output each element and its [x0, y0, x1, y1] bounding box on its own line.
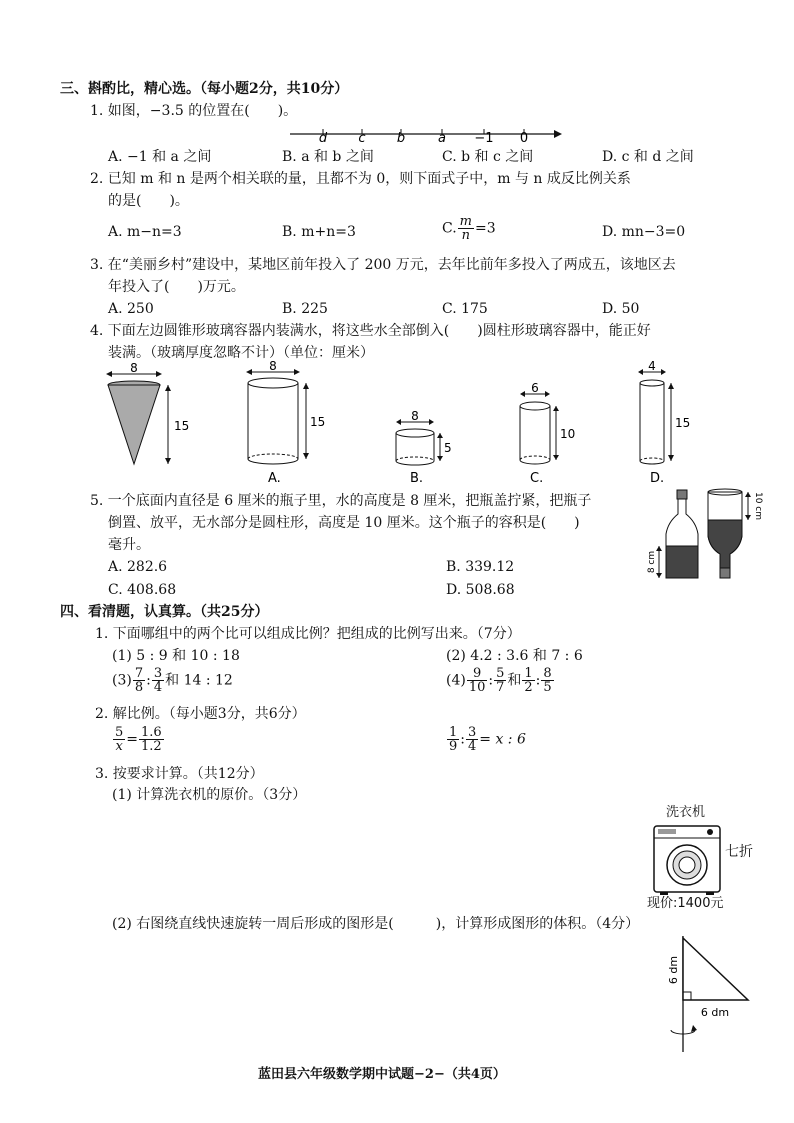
q2-option-b: B. m+n=3	[282, 224, 356, 240]
cylinder-c-diagram	[518, 381, 590, 486]
cylinder-c-diameter-label: 6	[531, 381, 539, 395]
cylinder-b-diameter-label: 8	[411, 409, 419, 423]
q2-stem-line2: 的是( )。	[108, 193, 189, 209]
page-footer: 蓝田县六年级数学期中试题−2−（共4页）	[258, 1067, 506, 1082]
q3-option-c: C. 175	[442, 301, 488, 317]
cylinder-b-diagram	[394, 409, 466, 486]
numberline-label-minus1: −1	[474, 131, 494, 146]
cone-diagram	[104, 361, 190, 470]
s4-q2-eq2: $\frac{1}{9}$ : $\frac{3}{4}$ = x : 6	[449, 725, 526, 754]
q5-stem-line2: 倒置、放平，无水部分是圆柱形，高度是 10 厘米。这个瓶子的容积是( )	[108, 515, 580, 531]
s4-q3-sub2: (2) 右图绕直线快速旋转一周后形成的图形是( )，计算形成图形的体积。（4分）	[112, 916, 640, 932]
triangle-vertical-label: 6 dm	[667, 955, 680, 985]
triangle-rotation-diagram	[655, 934, 765, 1064]
q2-stem-line1: 2. 已知 m 和 n 是两个相关联的量，且都不为 0，则下面式子中，m 与 n 成反比例关系	[90, 171, 631, 187]
q5-option-d: D. 508.68	[446, 582, 515, 598]
numberline-label-0: 0	[519, 131, 529, 146]
q1-stem: 1. 如图，−3.5 的位置在( )。	[90, 103, 298, 119]
washer-discount: 七折	[725, 844, 753, 860]
cylinder-d-diameter-label: 4	[648, 359, 656, 373]
washer-title: 洗衣机	[666, 805, 706, 820]
q3-stem-line1: 3. 在“美丽乡村”建设中，某地区前年投入了 200 万元，去年比前年多投入了两成五，该地区去	[90, 257, 676, 273]
bottle-diagram	[647, 488, 763, 584]
q2-option-d: D. mn−3=0	[602, 224, 686, 240]
q3-option-b: B. 225	[282, 301, 328, 317]
section3-title: 三、斟酌比，精心选。（每小题2分，共10分）	[60, 81, 349, 97]
cylinder-a-label: A.	[268, 471, 281, 486]
q5-option-a: A. 282.6	[108, 559, 168, 575]
numberline-label-c: c	[358, 131, 366, 146]
section4-title: 四、看清题，认真算。（共25分）	[60, 604, 269, 620]
s4-q2-stem: 2. 解比例。（每小题3分，共6分）	[95, 706, 306, 722]
s4-q2-eq1: $\frac{5}{x}$ = $\frac{1.6}{1.2}$	[115, 725, 162, 754]
triangle-horizontal-label: 6 dm	[700, 1006, 730, 1019]
cylinder-d-diagram	[634, 359, 704, 486]
cylinder-d-height-label: 15	[675, 416, 691, 430]
q3-option-a: A. 250	[108, 301, 154, 317]
q1-option-d: D. c 和 d 之间	[602, 149, 694, 165]
cone-height-label: 15	[174, 419, 190, 433]
s4-q3-stem: 3. 按要求计算。（共12分）	[95, 766, 264, 782]
cylinder-c-height-label: 10	[560, 427, 576, 441]
q5-option-b: B. 339.12	[446, 559, 515, 575]
cylinder-b-height-label: 5	[444, 441, 452, 455]
cylinder-a-height-label: 15	[310, 415, 326, 429]
cylinder-b-label: B.	[410, 471, 424, 486]
bottle-water-height-label: 8 cm	[647, 550, 657, 574]
s4-q3-sub1: (1) 计算洗衣机的原价。（3分）	[112, 787, 307, 803]
q4-stem-line1: 4. 下面左边圆锥形玻璃容器内装满水，将这些水全部倒入( )圆柱形玻璃容器中，能正好	[90, 323, 651, 339]
q1-option-a: A. −1 和 a 之间	[108, 149, 212, 165]
s4-q1-item3: (3) $\frac{7}{8}$ : $\frac{3}{4}$ 和 14 : 12	[112, 666, 233, 695]
q2-option-a: A. m−n=3	[108, 224, 182, 240]
washer-price: 现价:1400元	[647, 896, 724, 911]
cylinder-c-label: C.	[530, 471, 544, 486]
s4-q1-item2: (2) 4.2 : 3.6 和 7 : 6	[446, 648, 583, 664]
q3-stem-line2: 年投入了( )万元。	[108, 279, 245, 295]
q5-stem-line3: 毫升。	[108, 537, 150, 553]
q4-stem-line2: 装满。（玻璃厚度忽略不计）（单位：厘米）	[108, 345, 374, 361]
cone-diameter-label: 8	[130, 361, 138, 375]
q2-option-c: C. $\frac{m}{n}$ =3	[442, 214, 496, 243]
cylinder-a-diagram	[246, 359, 326, 486]
q1-option-c: C. b 和 c 之间	[442, 149, 534, 165]
q5-option-c: C. 408.68	[108, 582, 177, 598]
s4-q1-item4: (4) $\frac{9}{10}$ : $\frac{5}{7}$ 和 $\frac{1}{2}$ : $\frac{8}{5}$	[446, 666, 552, 695]
cylinder-a-diameter-label: 8	[269, 359, 277, 373]
bottle-air-height-label: 10 cm	[753, 491, 763, 521]
cylinder-d-label: D.	[650, 471, 665, 486]
s4-q1-stem: 1. 下面哪组中的两个比可以组成比例？把组成的比例写出来。（7分）	[95, 626, 521, 642]
q3-option-d: D. 50	[602, 301, 640, 317]
numberline-label-d: d	[318, 131, 328, 146]
numberline-label-b: b	[396, 131, 406, 146]
s4-q1-item1: (1) 5 : 9 和 10 : 18	[112, 648, 240, 664]
washing-machine-image	[652, 824, 732, 896]
q1-option-b: B. a 和 b 之间	[282, 149, 374, 165]
numberline-label-a: a	[438, 131, 446, 146]
q5-stem-line1: 5. 一个底面内直径是 6 厘米的瓶子里，水的高度是 8 厘米，把瓶盖拧紧，把瓶子	[90, 493, 592, 509]
